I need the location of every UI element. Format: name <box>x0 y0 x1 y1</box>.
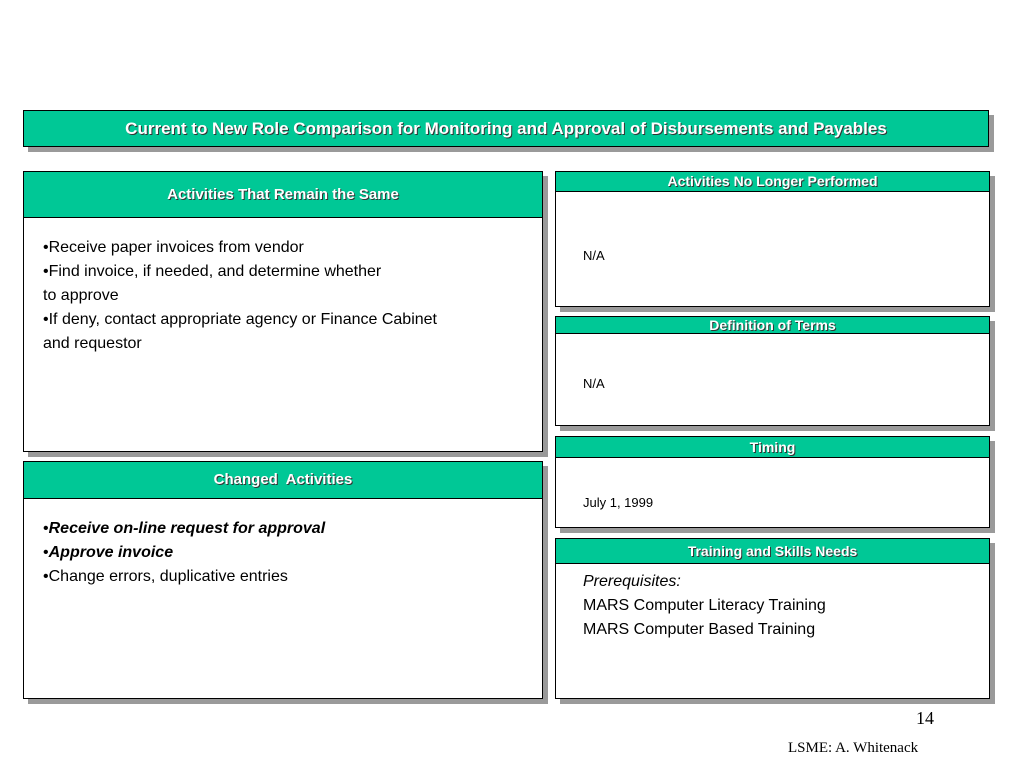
list-item: MARS Computer Literacy Training <box>583 597 826 614</box>
remain-same-list <box>43 236 437 356</box>
list-item: and requestor <box>43 335 142 352</box>
changed-header: Changed Activities <box>23 461 543 499</box>
training-list <box>583 570 826 642</box>
list-item-text: Change errors, duplicative entries <box>48 568 288 585</box>
timing-header: Timing <box>555 436 990 458</box>
no-longer-header: Activities No Longer Performed <box>555 171 990 192</box>
bullet: • <box>43 568 49 585</box>
list-item <box>43 565 325 589</box>
bullet: • <box>43 544 49 561</box>
bullet: • <box>43 520 49 537</box>
timing-value: July 1, 1999 <box>583 495 654 510</box>
list-item: to approve <box>43 287 119 304</box>
list-item: •Receive paper invoices from vendor <box>43 239 304 256</box>
changed-list <box>43 517 325 589</box>
definitions-header: Definition of Terms <box>555 316 990 334</box>
list-item <box>43 517 325 541</box>
list-item-text: Approve invoice <box>48 544 174 561</box>
list-item: MARS Computer Based Training <box>583 621 816 638</box>
footer-credit: LSME: A. Whitenack <box>788 740 919 756</box>
list-item <box>43 541 325 565</box>
page-number: 14 <box>916 708 934 728</box>
prerequisites-label: Prerequisites: <box>583 573 681 590</box>
training-header: Training and Skills Needs <box>555 538 990 564</box>
list-item: •Find invoice, if needed, and determine whether <box>43 263 382 280</box>
no-longer-value: N/A <box>583 248 605 263</box>
list-item-text: Receive on-line request for approval <box>48 520 326 537</box>
slide-title: Current to New Role Comparison for Monitoring and Approval of Disbursements and Payables <box>23 110 989 147</box>
definitions-value: N/A <box>583 376 605 391</box>
remain-same-header: Activities That Remain the Same <box>23 171 543 218</box>
list-item: •If deny, contact appropriate agency or Finance Cabinet <box>43 311 437 328</box>
